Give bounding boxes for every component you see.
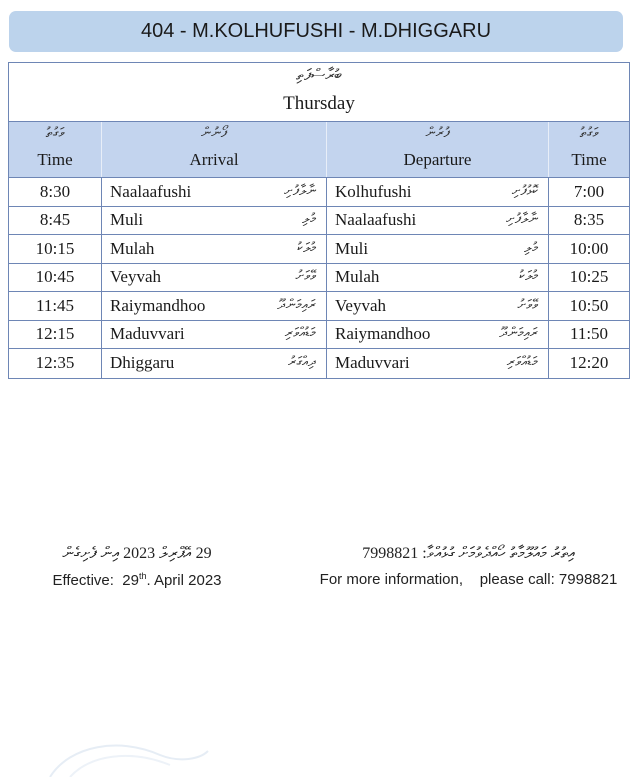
arrival-stop — [102, 207, 327, 235]
arrival-stop-name: Veyvah — [110, 267, 161, 287]
col-arrival-en: Arrival — [189, 150, 239, 169]
col-arrival — [102, 122, 327, 177]
departure-time: 12:20 — [569, 353, 609, 373]
arrival-stop-dv: މުލަކު — [297, 240, 316, 256]
arrival-stop — [102, 235, 327, 263]
table-row — [9, 207, 629, 236]
departure-stop-name: Muli — [335, 238, 369, 258]
arrival-time: 12:15 — [9, 321, 102, 349]
contact-dhivehi: އިތުރު މައުލޫމާތު ހޯއްދެވުމަށް ގުޅުއްވާ: 7998821 — [362, 545, 575, 562]
table-row — [9, 349, 629, 378]
arrival-time: 10:45 — [9, 264, 102, 292]
departure-stop — [327, 292, 549, 320]
arrival-stop-dv: ވޭވަށު — [295, 269, 316, 285]
arrival-time: 8:30 — [9, 178, 102, 206]
departure-stop — [327, 349, 549, 378]
table-row — [9, 292, 629, 321]
arrival-stop-name: Naalaafushi — [110, 181, 192, 201]
arrival-stop-name: Muli — [110, 210, 144, 230]
effective-english — [32, 571, 242, 589]
timetable — [8, 62, 630, 379]
departure-time: 11:50 — [569, 324, 609, 344]
schedule-rows — [9, 178, 629, 378]
departure-stop-name: Kolhufushi — [335, 181, 412, 201]
table-row — [9, 321, 629, 350]
arrival-time: 11:45 — [9, 292, 102, 320]
contact-info-block — [306, 545, 631, 588]
departure-stop — [327, 264, 549, 292]
arrival-stop — [102, 349, 327, 378]
departure-stop — [327, 235, 549, 263]
day-english: Thursday — [283, 93, 355, 114]
departure-stop-name: Raiymandhoo — [335, 324, 431, 344]
departure-stop-dv: މަޑުއްވަރި — [506, 355, 538, 371]
contact-phone: please call: 7998821 — [479, 571, 618, 588]
arrival-stop-dv: ނާލާފުށި — [284, 183, 316, 199]
arrival-time: 8:45 — [9, 207, 102, 235]
arrival-stop-dv: މަޑުއްވަރި — [284, 326, 316, 342]
effective-day: 29 — [122, 572, 139, 589]
arrival-stop-dv: މުލި — [302, 212, 316, 228]
table-row — [9, 264, 629, 293]
col-time-left-en: Time — [37, 150, 73, 169]
col-arrival-dv: ފޯނުން — [201, 126, 227, 141]
arrival-stop — [102, 292, 327, 320]
departure-stop-dv: ކޮޅުފުށި — [511, 183, 538, 199]
departure-stop-name: Maduvvari — [335, 353, 410, 373]
col-time-left — [9, 122, 102, 177]
arrival-stop-name: Raiymandhoo — [110, 295, 206, 315]
table-row — [9, 235, 629, 264]
arrival-stop — [102, 321, 327, 349]
arrival-stop-dv: ދިއްގަރު — [287, 355, 316, 371]
contact-english — [306, 571, 631, 588]
departure-stop — [327, 207, 549, 235]
departure-stop-dv: މުލި — [524, 240, 538, 256]
column-headers — [9, 122, 629, 178]
departure-stop-name: Mulah — [335, 267, 380, 287]
effective-date-block — [32, 545, 242, 589]
day-heading — [9, 63, 629, 122]
arrival-time: 12:35 — [9, 349, 102, 378]
arrival-stop — [102, 264, 327, 292]
day-dhivehi: ބުރާސްފަތި — [296, 67, 342, 84]
departure-time: 10:00 — [569, 238, 609, 258]
departure-stop-name: Naalaafushi — [335, 210, 417, 230]
effective-label: Effective: — [52, 572, 114, 589]
departure-stop-dv: ރައިމަންދޫ — [499, 326, 538, 342]
effective-rest: . April 2023 — [146, 572, 222, 589]
departure-time: 10:25 — [569, 267, 609, 287]
departure-time: 10:50 — [569, 295, 609, 315]
table-row — [9, 178, 629, 207]
departure-time: 7:00 — [573, 181, 605, 201]
departure-stop-dv: ވޭވަށު — [517, 297, 538, 313]
col-departure-en: Departure — [403, 150, 472, 169]
col-departure-dv: ފުރުން — [425, 126, 450, 141]
arrival-stop-dv: ރައިމަންދޫ — [277, 297, 316, 313]
route-title: 404 - M.KOLHUFUSHI - M.DHIGGARU — [9, 11, 623, 52]
effective-dhivehi: 29 އޭޕްރިލް 2023 އިން ފެށިގެން — [62, 545, 212, 562]
departure-stop-dv: މުލަކު — [519, 269, 538, 285]
arrival-stop-name: Dhiggaru — [110, 353, 175, 373]
col-time-right-en: Time — [571, 150, 607, 169]
arrival-stop-name: Mulah — [110, 238, 155, 258]
wave-watermark — [40, 735, 210, 777]
arrival-time: 10:15 — [9, 235, 102, 263]
col-departure — [327, 122, 549, 177]
departure-time: 8:35 — [573, 210, 605, 230]
col-time-right-dv: ވަގުތު — [579, 126, 599, 141]
effective-suffix: th — [138, 571, 147, 581]
departure-stop — [327, 321, 549, 349]
col-time-left-dv: ވަގުތު — [45, 126, 65, 141]
arrival-stop-name: Maduvvari — [110, 324, 185, 344]
departure-stop-dv: ނާލާފުށި — [506, 212, 538, 228]
contact-label: For more information, — [319, 571, 464, 588]
departure-stop-name: Veyvah — [335, 295, 386, 315]
arrival-stop — [102, 178, 327, 206]
col-time-right — [549, 122, 629, 177]
departure-stop — [327, 178, 549, 206]
